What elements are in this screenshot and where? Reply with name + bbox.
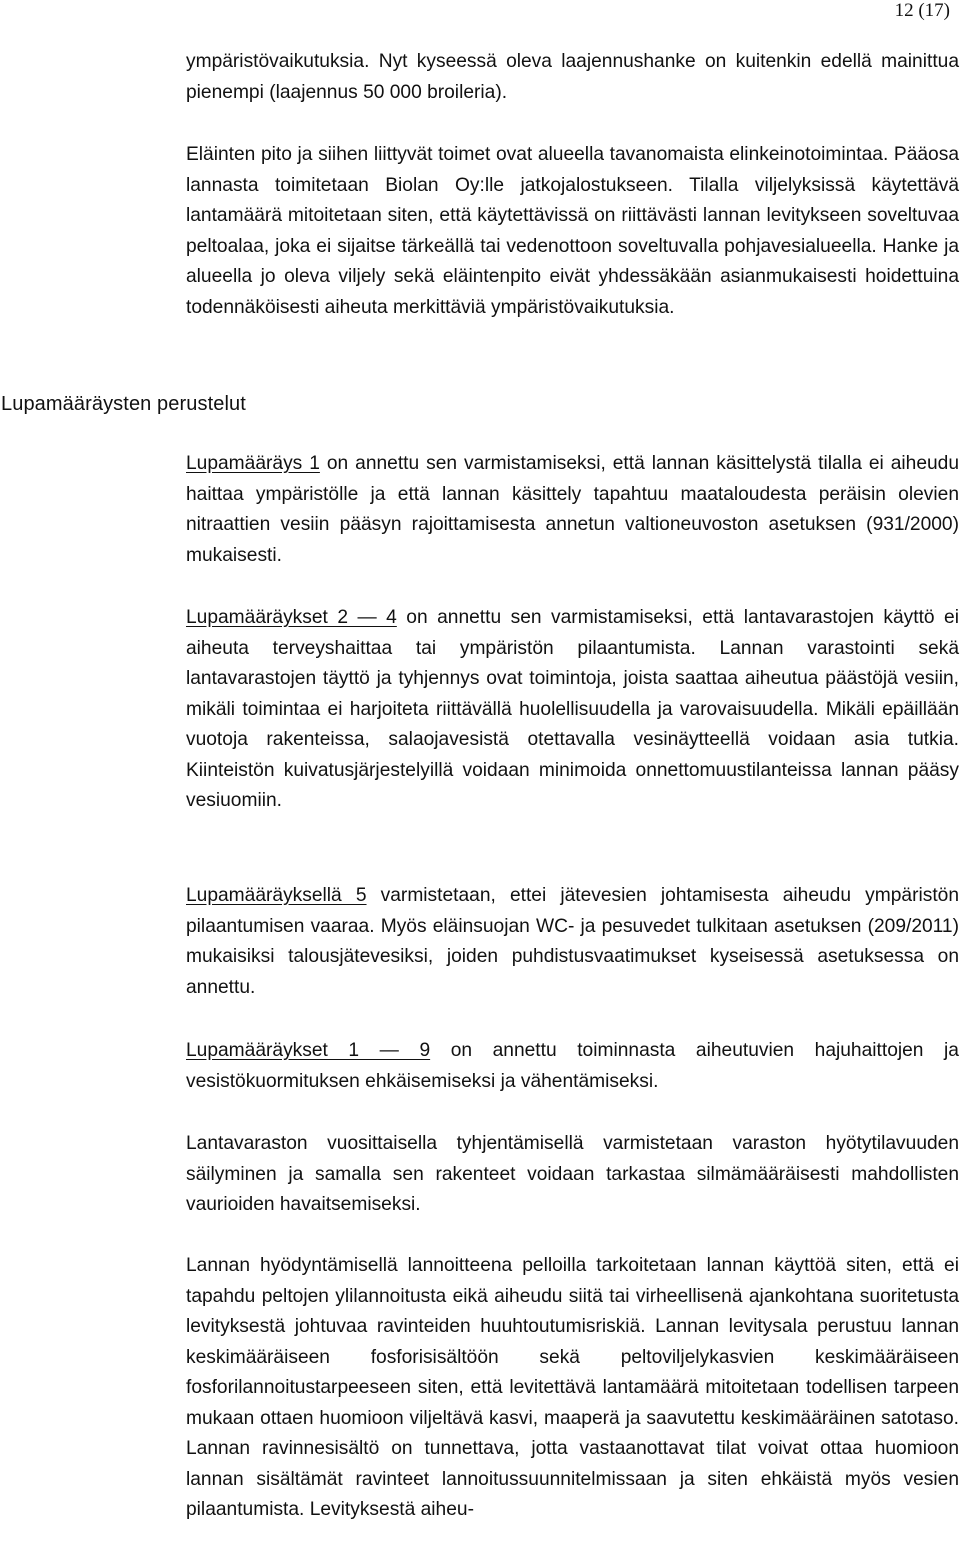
paragraph-8: Lannan hyödyntämisellä lannoitteena pelloilla tarkoitetaan lannan käyttöä siten, että ei tapahdu peltojen ylilannoitusta eikä aiheudu siitä tai virheellisenä ajankohtana suoritetusta levityksestä johtuvaa ravinteiden huuhtoutumisriskiä. Lannan levitysala perustuu lannan keskimääräiseen fosforisisältöön sekä peltoviljelykasvien keskimääräiseen fosforilannoitustarpeeseen siten, että levitettävä lantamäärä mitoitetaan todellisen tarpeen mukaan ottaen huomioon viljeltävä kasvi, maaperä ja saavutettu keskimääräinen satotaso. Lannan ravinnesisältö on tunnettava, jotta vastaanottavat tilat voivat ottaa huomioon lannan sisältämät ravinteet lannoitussuunnitelmissaan ja siten ehkäistä myös vesien pilaantumista. Levityksestä aiheu-	[186, 1255, 959, 1520]
regulation-reference: Lupamääräykset 2 — 4	[186, 607, 397, 628]
paragraph-text: varmistetaan, ettei jätevesien johtamisesta aiheudu ympäristön pilaantumisen vaaraa. Myös eläinsuojan WC- ja pesuvedet tulkitaan asetuksen (209/2011) mukaisiksi talousjätevesiksi, joiden puhdistusvaatimukset kyseisessä asetuksessa on annettu.	[186, 885, 959, 998]
regulation-reference: Lupamääräyksellä 5	[186, 885, 367, 906]
paragraph-text: on annettu sen varmistamiseksi, että lantavarastojen käyttö ei aiheuta terveyshaittaa tai ympäristön pilaantumista. Lannan varastointi sekä lantavarastojen täyttö ja tyhjennys ovat toimintoja, joista saattaa aiheutua päästöjä vesiin, mikäli toimintaa ei harjoiteta riittävällä huolellisuudella ja varovaisuudella. Mikäli epäillään vuotoja rakenteissa, salaojavesistä otettavalla vesinäytteellä voidaan asia tutkia. Kiinteistön kuivatusjärjestelyillä voidaan minimoida onnettomuustilanteissa lannan pääsy vesiuomiin.	[186, 607, 959, 811]
regulation-reference: Lupamääräys 1	[186, 453, 320, 474]
page-number: 12 (17)	[894, 0, 950, 21]
paragraph-1: ympäristövaikutuksia. Nyt kyseessä oleva laajennushanke on kuitenkin edellä mainittua pienempi (laajennus 50 000 broileria).	[186, 51, 959, 103]
section-heading: Lupamääräysten perustelut	[1, 393, 246, 415]
paragraph-7: Lantavaraston vuosittaisella tyhjentämisellä varmistetaan varaston hyötytilavuuden säilyminen ja samalla sen rakenteet voidaan tarkastaa silmämääräisesti mahdollisten vaurioiden havaitsemiseksi.	[186, 1133, 959, 1215]
paragraph-6	[186, 1036, 959, 1097]
paragraph-2: Eläinten pito ja siihen liittyvät toimet ovat alueella tavanomaista elinkeinotoimintaa. Pääosa lannasta toimitetaan Biolan Oy:lle jatkojalostukseen. Tilalla viljelyksissä käytettävä lantamäärä mitoitetaan siten, että käytettävissä on riittävästi lannan levitykseen soveltuvaa peltoalaa, joka ei sijaitse tärkeällä tai vedenottoon soveltuvalla pohjavesialueella. Hanke ja alueella jo oleva viljely sekä eläintenpito eivät yhdessäkään asianmukaisesti hoidettuina todennäköisesti aiheuta merkittäviä ympäristövaikutuksia.	[186, 144, 959, 318]
paragraph-text: on annettu toiminnasta aiheutuvien hajuhaittojen ja vesistökuormituksen ehkäisemiseksi ja vähentämiseksi.	[186, 1040, 959, 1092]
paragraph-4	[186, 603, 959, 817]
paragraph-text: on annettu sen varmistamiseksi, että lannan käsittelystä tilalla ei aiheudu haittaa ympäristölle ja että lannan käsittely tapahtuu maataloudesta peräisin olevien nitraattien vesiin pääsyn rajoittamisesta annetun valtioneuvoston asetuksen (931/2000) mukaisesti.	[186, 453, 959, 566]
regulation-reference: Lupamääräykset 1 — 9	[186, 1040, 431, 1061]
paragraph-5	[186, 881, 959, 1003]
paragraph-3	[186, 449, 959, 571]
